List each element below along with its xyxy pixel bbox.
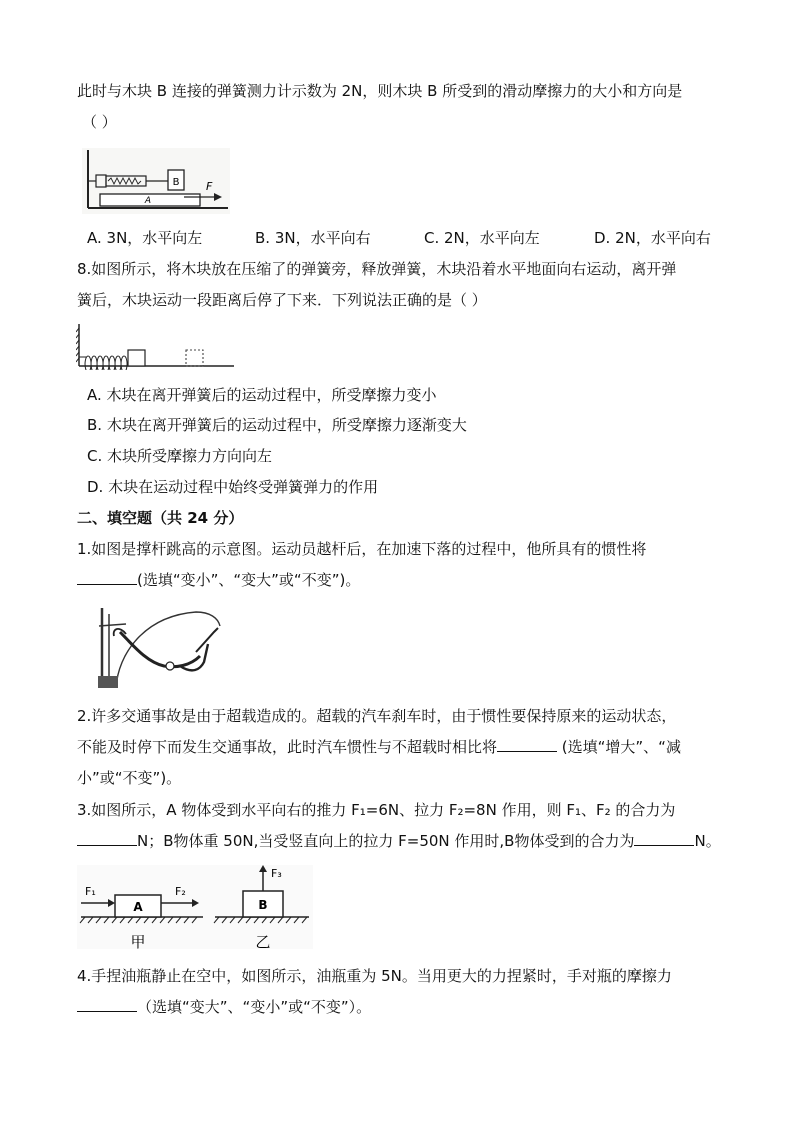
f3-fig-block-b: B (258, 898, 268, 912)
f3-line2-mid: N；B物体重 50N,当受竖直向上的拉力 F=50N 作用时,B物体受到的合力为 (137, 832, 635, 850)
q7-option-a: A. 3N，水平向左 (87, 229, 203, 247)
f2-line2 (77, 737, 681, 757)
q8-stem-line1: 8.如图所示，将木块放在压缩了的弹簧旁，释放弹簧，木块沿着水平地面向右运动，离开弹 (77, 260, 677, 278)
f4-line1: 4.手捏油瓶静止在空中，如图所示，油瓶重为 5N。当用更大的力捏紧时，手对瓶的摩擦力 (77, 967, 672, 985)
f3-fig-f1: F₁ (85, 885, 96, 898)
q8-option-d: D. 木块在运动过程中始终受弹簧弹力的作用 (87, 478, 379, 496)
q7-option-d: D. 2N，水平向右 (594, 229, 711, 247)
f3-answer-blank-1[interactable] (77, 831, 137, 846)
q7-figure (82, 148, 230, 214)
f3-fig-f2: F₂ (175, 885, 186, 898)
f3-figure (77, 865, 313, 949)
q7-option-b: B. 3N，水平向右 (255, 229, 371, 247)
f3-fig-f3: F₃ (271, 867, 282, 880)
q7-fig-label-f: F (206, 180, 213, 193)
f1-figure-pole-vault (96, 604, 226, 690)
q7-fig-label-b: B (172, 177, 180, 188)
q8-figure (76, 320, 236, 370)
f3-fig-label-jia: 甲 (130, 933, 146, 949)
f2-line2-after: (选填“增大”、“减 (557, 738, 681, 756)
f1-answer-blank[interactable] (77, 570, 137, 585)
f3-answer-blank-2[interactable] (634, 831, 694, 846)
q7-answer-paren: （ ） (82, 113, 117, 131)
f4-line2-text: （选填“变大”、“变小”或“不变”）。 (137, 998, 372, 1016)
f4-line2 (77, 997, 371, 1017)
section-fill-in-title: 二、填空题（共 24 分） (77, 509, 244, 527)
q7-fig-label-a: A (144, 196, 152, 206)
q8-option-b: B. 木块在离开弹簧后的运动过程中，所受摩擦力逐渐变大 (87, 416, 467, 434)
q7-stem: 此时与木块 B 连接的弹簧测力计示数为 2N，则木块 B 所受到的滑动摩擦力的大小和方向是 (77, 82, 683, 100)
q8-option-a: A. 木块在离开弹簧后的运动过程中，所受摩擦力变小 (87, 386, 437, 404)
f1-line2 (77, 570, 360, 590)
f1-line2-text: (选填“变小”、“变大”或“不变”)。 (137, 571, 361, 589)
q7-option-c: C. 2N，水平向左 (424, 229, 540, 247)
f3-fig-block-a: A (133, 900, 143, 914)
f2-line2-text: 不能及时停下而发生交通事故，此时汽车惯性与不超载时相比将 (77, 738, 498, 756)
f3-line1: 3.如图所示，A 物体受到水平向右的推力 F₁=6N、拉力 F₂=8N 作用，则 F₁、F₂ 的合力为 (77, 801, 676, 819)
f1-line1: 1.如图是撑杆跳高的示意图。运动员越杆后，在加速下落的过程中，他所具有的惯性将 (77, 540, 647, 558)
q8-stem-line2: 簧后，木块运动一段距离后停了下来．下列说法正确的是（ ） (77, 291, 487, 309)
f3-line2-end: N。 (694, 832, 721, 850)
f4-answer-blank[interactable] (77, 997, 137, 1012)
q8-option-c: C. 木块所受摩擦力方向向左 (87, 447, 273, 465)
f2-line3: 小”或“不变”)。 (77, 769, 182, 787)
f2-line1: 2.许多交通事故是由于超载造成的。超载的汽车刹车时，由于惯性要保持原来的运动状态， (77, 707, 677, 725)
f2-answer-blank[interactable] (497, 737, 557, 752)
f3-line2 (77, 831, 721, 851)
f3-fig-label-yi: 乙 (255, 933, 271, 949)
